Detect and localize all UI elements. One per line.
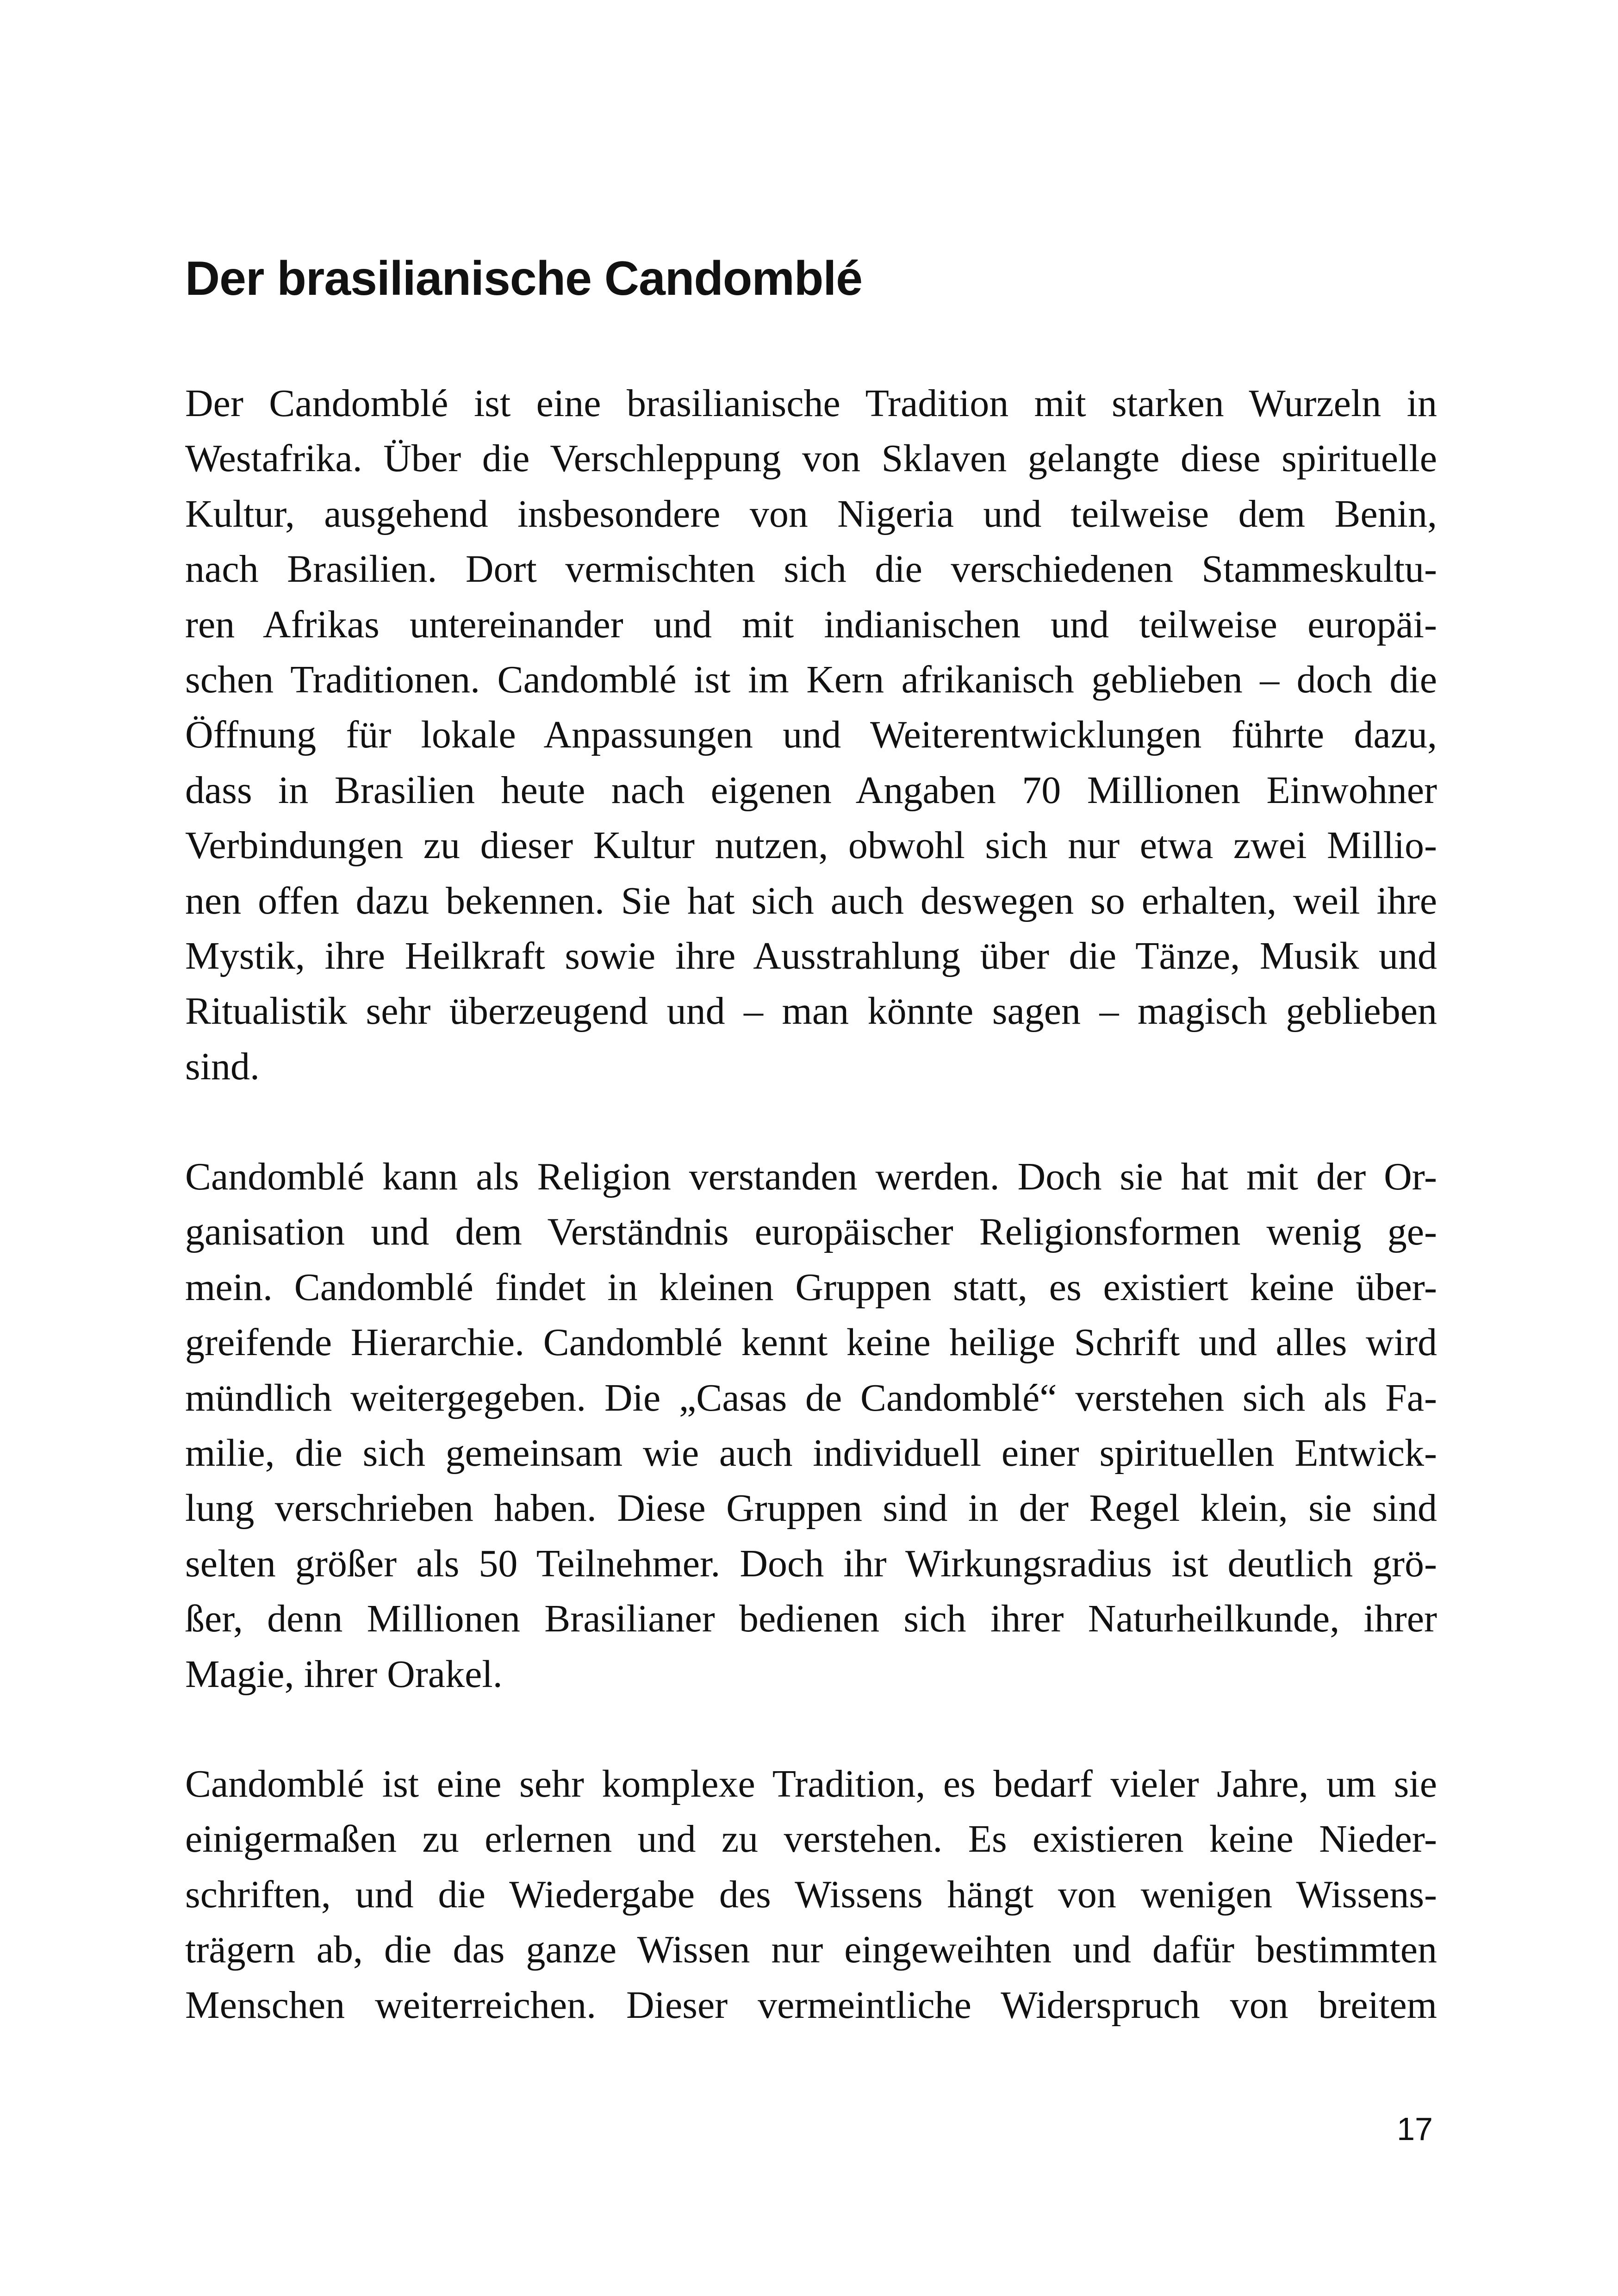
text-line: Candomblé ist eine sehr komplexe Tradition, es bedarf vieler Jahre, um sie xyxy=(185,1762,1437,1805)
text-line: dass in Brasilien heute nach eigenen Angaben 70 Millionen Einwohner xyxy=(185,768,1437,812)
text-line: trägern ab, die das ganze Wissen nur eingeweihten und dafür bestimmten xyxy=(185,1928,1437,1972)
text-line: sind. xyxy=(185,1045,260,1088)
text-line: Öffnung für lokale Anpassungen und Weiterentwicklungen führte dazu, xyxy=(185,713,1437,757)
text-line: Mystik, ihre Heilkraft sowie ihre Ausstrahlung über die Tänze, Musik und xyxy=(185,934,1437,977)
text-line: Verbindungen zu dieser Kultur nutzen, obwohl sich nur etwa zwei Millio- xyxy=(185,824,1437,867)
chapter-heading: Der brasilianische Candomblé xyxy=(185,252,863,305)
text-line: Menschen weiterreichen. Dieser vermeintliche Widerspruch von breitem xyxy=(185,1983,1437,2027)
text-line: schen Traditionen. Candomblé ist im Kern afrikanisch geblieben – doch die xyxy=(185,658,1437,701)
text-line: nach Brasilien. Dort vermischten sich die verschiedenen Stammeskultu- xyxy=(185,548,1437,591)
text-line: einigermaßen zu erlernen und zu verstehen. Es existieren keine Nieder- xyxy=(185,1817,1437,1861)
text-line: Kultur, ausgehend insbesondere von Nigeria und teilweise dem Benin, xyxy=(185,492,1437,535)
text-line: greifende Hierarchie. Candomblé kennt keine heilige Schrift und alles wird xyxy=(185,1321,1437,1364)
text-line: nen offen dazu bekennen. Sie hat sich auch deswegen so erhalten, weil ihre xyxy=(185,879,1437,922)
text-line: Candomblé kann als Religion verstanden werden. Doch sie hat mit der Or- xyxy=(185,1155,1437,1198)
text-line: schriften, und die Wiedergabe des Wissens hängt von wenigen Wissens- xyxy=(185,1873,1437,1916)
text-line: Der Candomblé ist eine brasilianische Tradition mit starken Wurzeln in xyxy=(185,382,1437,425)
text-line: Magie, ihrer Orakel. xyxy=(185,1652,503,1696)
text-line: Ritualistik sehr überzeugend und – man könnte sagen – magisch geblieben xyxy=(185,989,1437,1033)
text-line: ßer, denn Millionen Brasilianer bedienen sich ihrer Naturheilkunde, ihrer xyxy=(185,1597,1437,1641)
paragraph-2 xyxy=(185,1149,1437,1702)
page-number: 17 xyxy=(1397,2111,1433,2147)
paragraph-3 xyxy=(185,1756,1437,2033)
text-line: ren Afrikas untereinander und mit indianischen und teilweise europäi- xyxy=(185,603,1437,646)
text-line: lung verschrieben haben. Diese Gruppen sind in der Regel klein, sie sind xyxy=(185,1487,1437,1530)
text-line: mein. Candomblé findet in kleinen Gruppen statt, es existiert keine über- xyxy=(185,1265,1437,1309)
text-line: milie, die sich gemeinsam wie auch individuell einer spirituellen Entwick- xyxy=(185,1431,1437,1475)
text-line: mündlich weitergegeben. Die „Casas de Candomblé“ verstehen sich als Fa- xyxy=(185,1376,1437,1419)
text-line: Westafrika. Über die Verschleppung von Sklaven gelangte diese spirituelle xyxy=(185,437,1437,480)
text-line: selten größer als 50 Teilnehmer. Doch ihr Wirkungsradius ist deutlich grö- xyxy=(185,1542,1437,1585)
text-line: ganisation und dem Verständnis europäischer Religionsformen wenig ge- xyxy=(185,1210,1437,1254)
paragraph-1 xyxy=(185,376,1437,1094)
